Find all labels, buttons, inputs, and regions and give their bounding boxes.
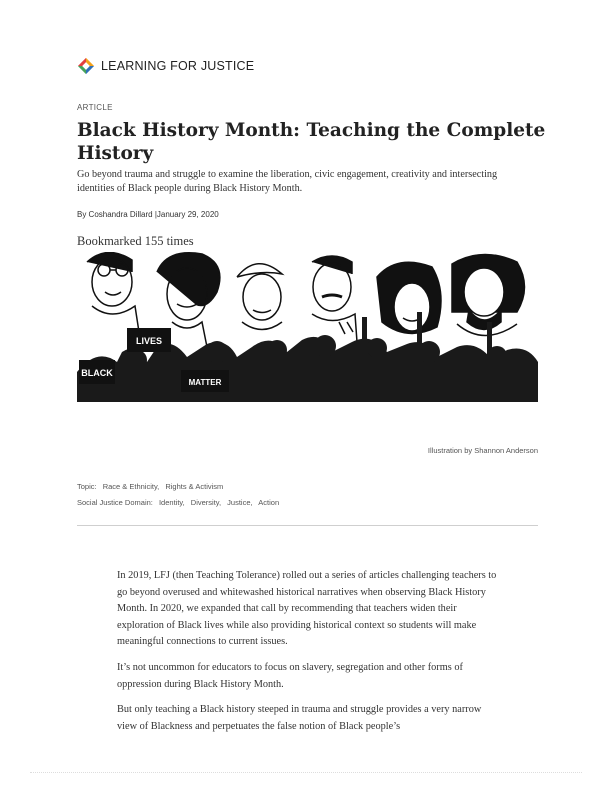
page-title: Black History Month: Teaching the Complete History	[77, 120, 546, 164]
sign-text-black: BLACK	[81, 368, 113, 378]
portrait-woman-hat	[237, 264, 282, 330]
domain-tag[interactable]: Justice,	[227, 498, 253, 507]
domain-tag[interactable]: Identity,	[158, 498, 185, 507]
portrait-man-glasses	[87, 252, 139, 332]
protest-sign-matter	[181, 370, 229, 392]
lfj-logo-icon	[77, 57, 95, 75]
brand-name: LEARNING FOR JUSTICE	[101, 59, 255, 73]
body-paragraph: But only teaching a Black history steeped in trauma and struggle provides a very narrow view of Blackness and perpetuates the false notion of Black people’s	[117, 704, 482, 732]
bookmark-count: Bookmarked 155 times	[77, 234, 194, 248]
hero-illustration	[77, 252, 538, 402]
protest-sign-lives	[127, 328, 171, 352]
domain-tag[interactable]: Action	[258, 498, 280, 507]
byline: By Coshandra Dillard |January 29, 2020	[77, 210, 219, 219]
site-logo[interactable]	[77, 57, 254, 75]
topic-tag[interactable]: Rights & Activism	[165, 482, 224, 491]
article-dek: Go beyond trauma and struggle to examine the liberation, civic engagement, creativity and intersecting identities of Black people during Black History Month.	[77, 169, 498, 194]
topic-tag[interactable]: Race & Ethnicity,	[102, 482, 160, 491]
social-justice-domain-row	[77, 498, 283, 507]
body-paragraph: In 2019, LFJ (then Teaching Tolerance) rolled out a series of articles challenging teachers to go beyond overused and whitewashed historical narratives when observing Black History Month. In 2020, we expanded that call by recommending that teachers widen their exploration of Black lives while also providing historical context so students will make meaningful connections to current issues.	[117, 570, 497, 648]
article-body	[117, 568, 501, 744]
sign-text-lives: LIVES	[135, 336, 163, 346]
domain-label: Social Justice Domain:	[77, 498, 153, 507]
domain-tag[interactable]: Diversity,	[190, 498, 222, 507]
print-footer	[30, 772, 582, 775]
topic-label: Topic:	[77, 482, 97, 491]
sign-text-matter: MATTER	[188, 378, 222, 387]
topic-row	[77, 482, 227, 491]
divider	[77, 525, 538, 526]
portrait-man-moustache	[312, 256, 357, 342]
body-paragraph: It’s not uncommon for educators to focus on slavery, segregation and other forms of oppression during Black History Month.	[117, 661, 463, 690]
illustration-credit: Illustration by Shannon Anderson	[427, 446, 538, 455]
protest-sign-black	[79, 360, 115, 384]
article-kicker: ARTICLE	[77, 103, 113, 112]
portrait-woman-2	[377, 262, 441, 333]
